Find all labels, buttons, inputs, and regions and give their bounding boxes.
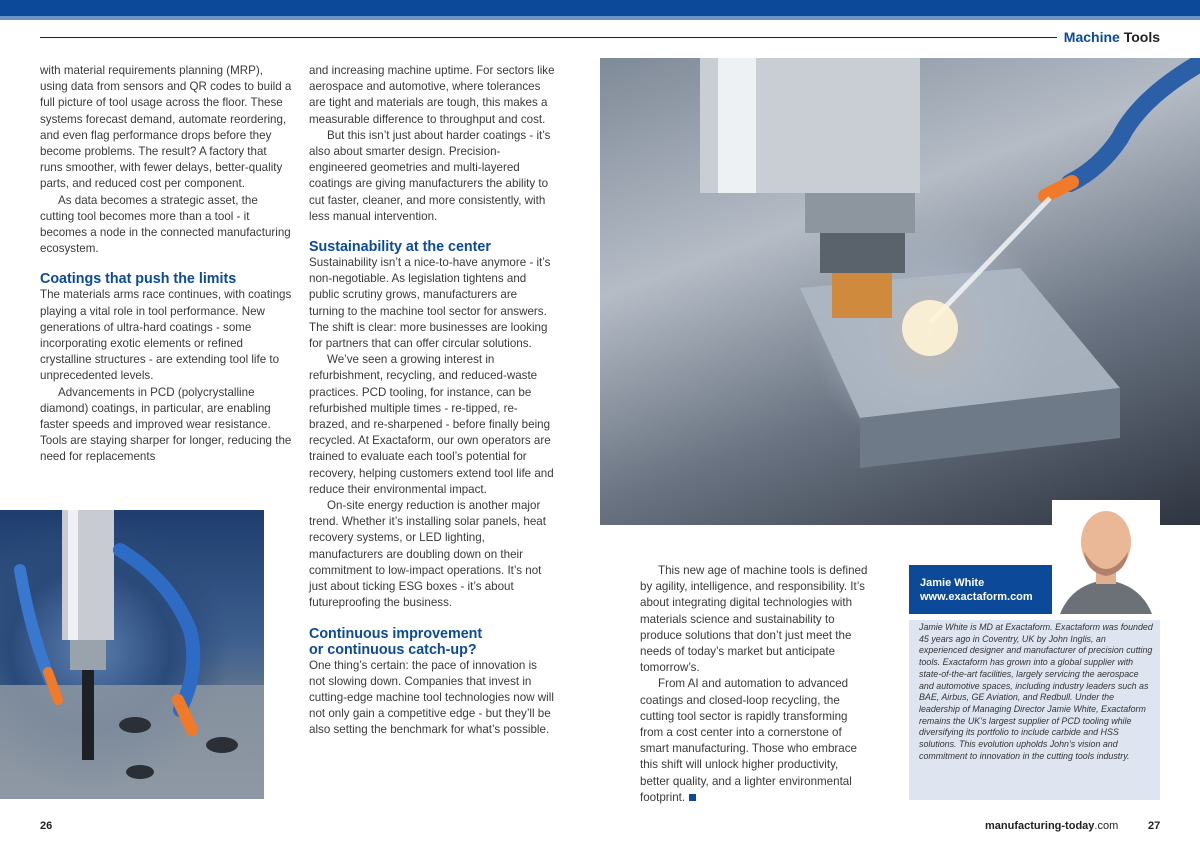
- cutting-tool-illustration: [0, 510, 264, 799]
- footer-website[interactable]: [985, 820, 1118, 832]
- paragraph-text: From AI and automation to advanced coatings and closed-loop recycling, the cutting tool sector is rapidly transforming from a cost center into a cornerstone of smart manufacturing. Those who embrace this shift will unlock higher productivity, better quality, and a lighter environmental footprint.: [640, 677, 857, 804]
- cutting-tool-photo: [0, 510, 264, 799]
- subheading-continuous-improvement: [309, 626, 555, 658]
- end-of-article-icon: [689, 794, 696, 801]
- footer-site-tld: .com: [1094, 820, 1119, 832]
- section-title: [1064, 29, 1160, 45]
- page-number-right: 27: [1148, 820, 1161, 832]
- paragraph: Advancements in PCD (polycrystalline diamond) coatings, in particular, are enabling faster speeds and improved wear resistance. Tools are staying sharper for longer, reducing the need for replacements: [40, 385, 292, 464]
- section-title-part1: Machine: [1063, 29, 1120, 45]
- page-number-left: 26: [40, 820, 53, 832]
- subheading-line-1: Continuous improvement: [309, 625, 483, 642]
- paragraph: [640, 676, 868, 806]
- paragraph: As data becomes a strategic asset, the cutting tool becomes more than a tool - it becomes a node in the connected manufacturing ecosystem.: [40, 193, 291, 256]
- paragraph: This new age of machine tools is defined by agility, intelligence, and responsibility. It’s about integrating digital technologies with materials science and sustainability to produce solutions that don’t just meet the needs of today’s market but anticipate tomorrow’s.: [640, 564, 868, 675]
- footer-site-name: manufacturing-today: [985, 820, 1095, 832]
- paragraph: and increasing machine uptime. For sectors like aerospace and automotive, where tolerances are tight and materials are tough, this makes a measurable difference to throughput and cost.: [309, 64, 555, 126]
- author-portrait: [1052, 500, 1160, 614]
- author-name: Jamie White: [920, 577, 985, 589]
- paragraph: We’ve seen a growing interest in refurbishment, recycling, and reduced-waste practices. PCD tooling, for instance, can be refurbished multiple times - re-tipped, re-brazed, and re-sharpened - before finally being recycled. At Exactaform, our own operators are trained to evaluate each tool’s potential for recovery, helping customers extend tool life and reduce their environmental impact.: [309, 353, 554, 496]
- machining-illustration: [600, 58, 1200, 525]
- paragraph: One thing’s certain: the pace of innovation is not slowing down. Companies that invest in cutting-edge machine tool technologies now will not only gain a competitive edge - but they’ll be also setting the benchmark for what’s possible.: [309, 658, 554, 737]
- author-bio: Jamie White is MD at Exactaform. Exactaform was founded 45 years ago in Coventry, UK by John Inglis, an experienced designer and manufacturer of precision cutting tools. Exactaform has grown into a global supplier with state-of-the-art facilities, largely servicing the aerospace and automotive spaces, including industry leaders such as BAE, Airbus, GE Aviation, and Redbull. Under the leadership of Managing Director Jamie White, Exactaform remains the UK’s largest supplier of PCD tooling while diversifying its portfolio to include carbide and HSS solutions. This evolution upholds John’s vision and commitment to innovation in the cutting tools industry.: [919, 622, 1153, 761]
- paragraph: But this isn’t just about harder coatings - it’s also about smarter design. Precision-engineered geometries and multi-layered coatings are giving manufacturers the ability to cut faster, cleaner, and more consistently, with less manual intervention.: [309, 128, 551, 223]
- author-website[interactable]: www.exactaform.com: [920, 591, 1033, 603]
- article-column-2: [309, 63, 555, 739]
- subheading-coatings: Coatings that push the limits: [40, 271, 237, 288]
- header-rule: [40, 37, 1057, 38]
- top-color-bar-accent: [0, 16, 1200, 20]
- paragraph: On-site energy reduction is another major trend. Whether it’s installing solar panels, heat recovery systems, or LED lighting, manufacturers are doubling down on their commitment to low-impact operations. It’s not just about ticking ESG boxes - it’s about futureproofing the business.: [309, 499, 546, 610]
- machining-photo: [600, 58, 1200, 525]
- paragraph: with material requirements planning (MRP), using data from sensors and QR codes to build a full picture of tool usage across the floor. These systems forecast demand, automate reordering, and even flag performance drops before they become problems. The result? A factory that runs smoother, with fewer delays, better-quality parts, and reduced cost per component.: [40, 64, 292, 191]
- section-title-part2: Tools: [1123, 29, 1160, 45]
- subheading-sustainability: Sustainability at the center: [309, 239, 491, 256]
- subheading-line-2: or continuous catch-up?: [309, 641, 477, 658]
- article-column-1: [40, 63, 292, 466]
- author-portrait-illustration: [1052, 500, 1160, 614]
- paragraph: The materials arms race continues, with coatings playing a vital role in tool performance. New generations of ultra-hard coatings - some incorporating exotic elements or refined crystalline structures - are extending tool life to unprecedented levels.: [40, 288, 292, 383]
- paragraph: Sustainability isn’t a nice-to-have anymore - it’s non-negotiable. As legislation tightens and public scrutiny grows, manufacturers are turning to the machine tool sector for answers. The shift is clear: more businesses are looking for partners that can offer circular solutions.: [309, 256, 551, 351]
- article-column-3: [640, 563, 868, 806]
